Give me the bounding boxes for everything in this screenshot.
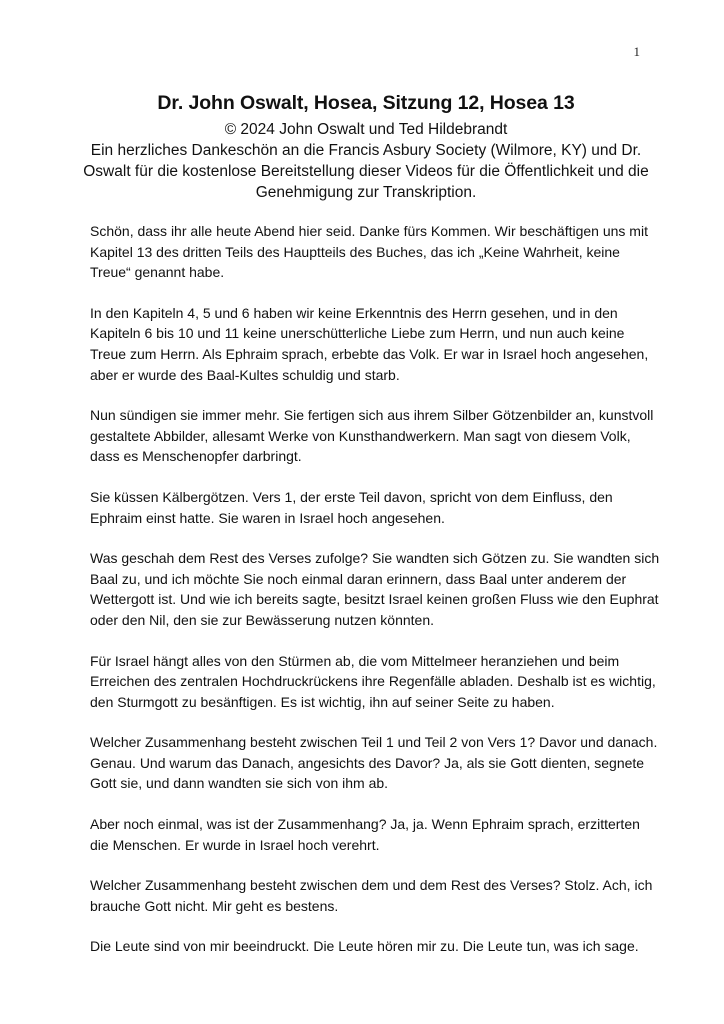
transcript-body <box>90 221 662 977</box>
paragraph: Welcher Zusammenhang besteht zwischen Teil 1 und Teil 2 von Vers 1? Davor und danach. Genau. Und warum das Danach, angesichts des Davor? Ja, als sie Gott dienten, segnete Gott sie, und dann wandten sie sich von ihm ab. <box>90 734 658 792</box>
document-title: Dr. John Oswalt, Hosea, Sitzung 12, Hosea 13 <box>157 92 575 114</box>
paragraph: Die Leute sind von mir beeindruckt. Die Leute hören mir zu. Die Leute tun, was ich sage. <box>90 938 639 955</box>
paragraph: Welcher Zusammenhang besteht zwischen dem und dem Rest des Verses? Stolz. Ach, ich brauche Gott nicht. Mir geht es bestens. <box>90 877 653 914</box>
acknowledgement-text: Ein herzliches Dankeschön an die Francis Asbury Society (Wilmore, KY) und Dr. Oswalt für die kostenlose Bereitstellung dieser Videos für die Öffentlichkeit und die Genehmigung zur Transkription. <box>83 142 649 201</box>
paragraph: Nun sündigen sie immer mehr. Sie fertigen sich aus ihrem Silber Götzenbilder an, kunstvoll gestaltete Abbilder, allesamt Werke von Kunsthandwerkern. Man sagt von diesem Volk, dass es Menschenopfer darbringt. <box>90 407 654 465</box>
paragraph: Schön, dass ihr alle heute Abend hier seid. Danke fürs Kommen. Wir beschäftigen uns mit Kapitel 13 des dritten Teils des Hauptteils des Buches, das ich „Keine Wahrheit, keine Treue“ genannt habe. <box>90 223 648 281</box>
paragraph: Was geschah dem Rest des Verses zufolge? Sie wandten sich Götzen zu. Sie wandten sich Baal zu, und ich möchte Sie noch einmal daran erinnern, dass Baal unter anderem der Wettergott ist. Und wie ich bereits sagte, besitzt Israel keinen großen Fluss wie den Euphrat oder den Nil, den sie zur Bewässerung nutzen könnten. <box>90 550 660 628</box>
paragraph: Für Israel hängt alles von den Stürmen ab, die vom Mittelmeer heranziehen und beim Erreichen des zentralen Hochdruckrückens ihre Regenfälle abladen. Deshalb ist es wichtig, den Sturmgott zu besänftigen. Es ist wichtig, ihn auf seiner Seite zu haben. <box>90 652 656 710</box>
paragraph: Sie küssen Kälbergötzen. Vers 1, der erste Teil davon, spricht von dem Einfluss, den Ephraim einst hatte. Sie waren in Israel hoch angesehen. <box>90 488 613 526</box>
paragraph: Aber noch einmal, was ist der Zusammenhang? Ja, ja. Wenn Ephraim sprach, erzitterten die Menschen. Er wurde in Israel hoch verehrt. <box>90 816 640 853</box>
page-number: 1 <box>633 44 640 59</box>
document-header <box>80 90 652 203</box>
paragraph: In den Kapiteln 4, 5 und 6 haben wir keine Erkenntnis des Herrn gesehen, und in den Kapiteln 6 bis 10 und 11 keine unerschütterliche Liebe zum Herrn, und nun auch keine Treue zum Herrn. Als Ephraim sprach, erbebte das Volk. Er war in Israel hoch angesehen, aber er wurde des Baal-Kultes schuldig und starb. <box>90 304 649 383</box>
copyright-line: © 2024 John Oswalt und Ted Hildebrandt <box>224 121 508 138</box>
